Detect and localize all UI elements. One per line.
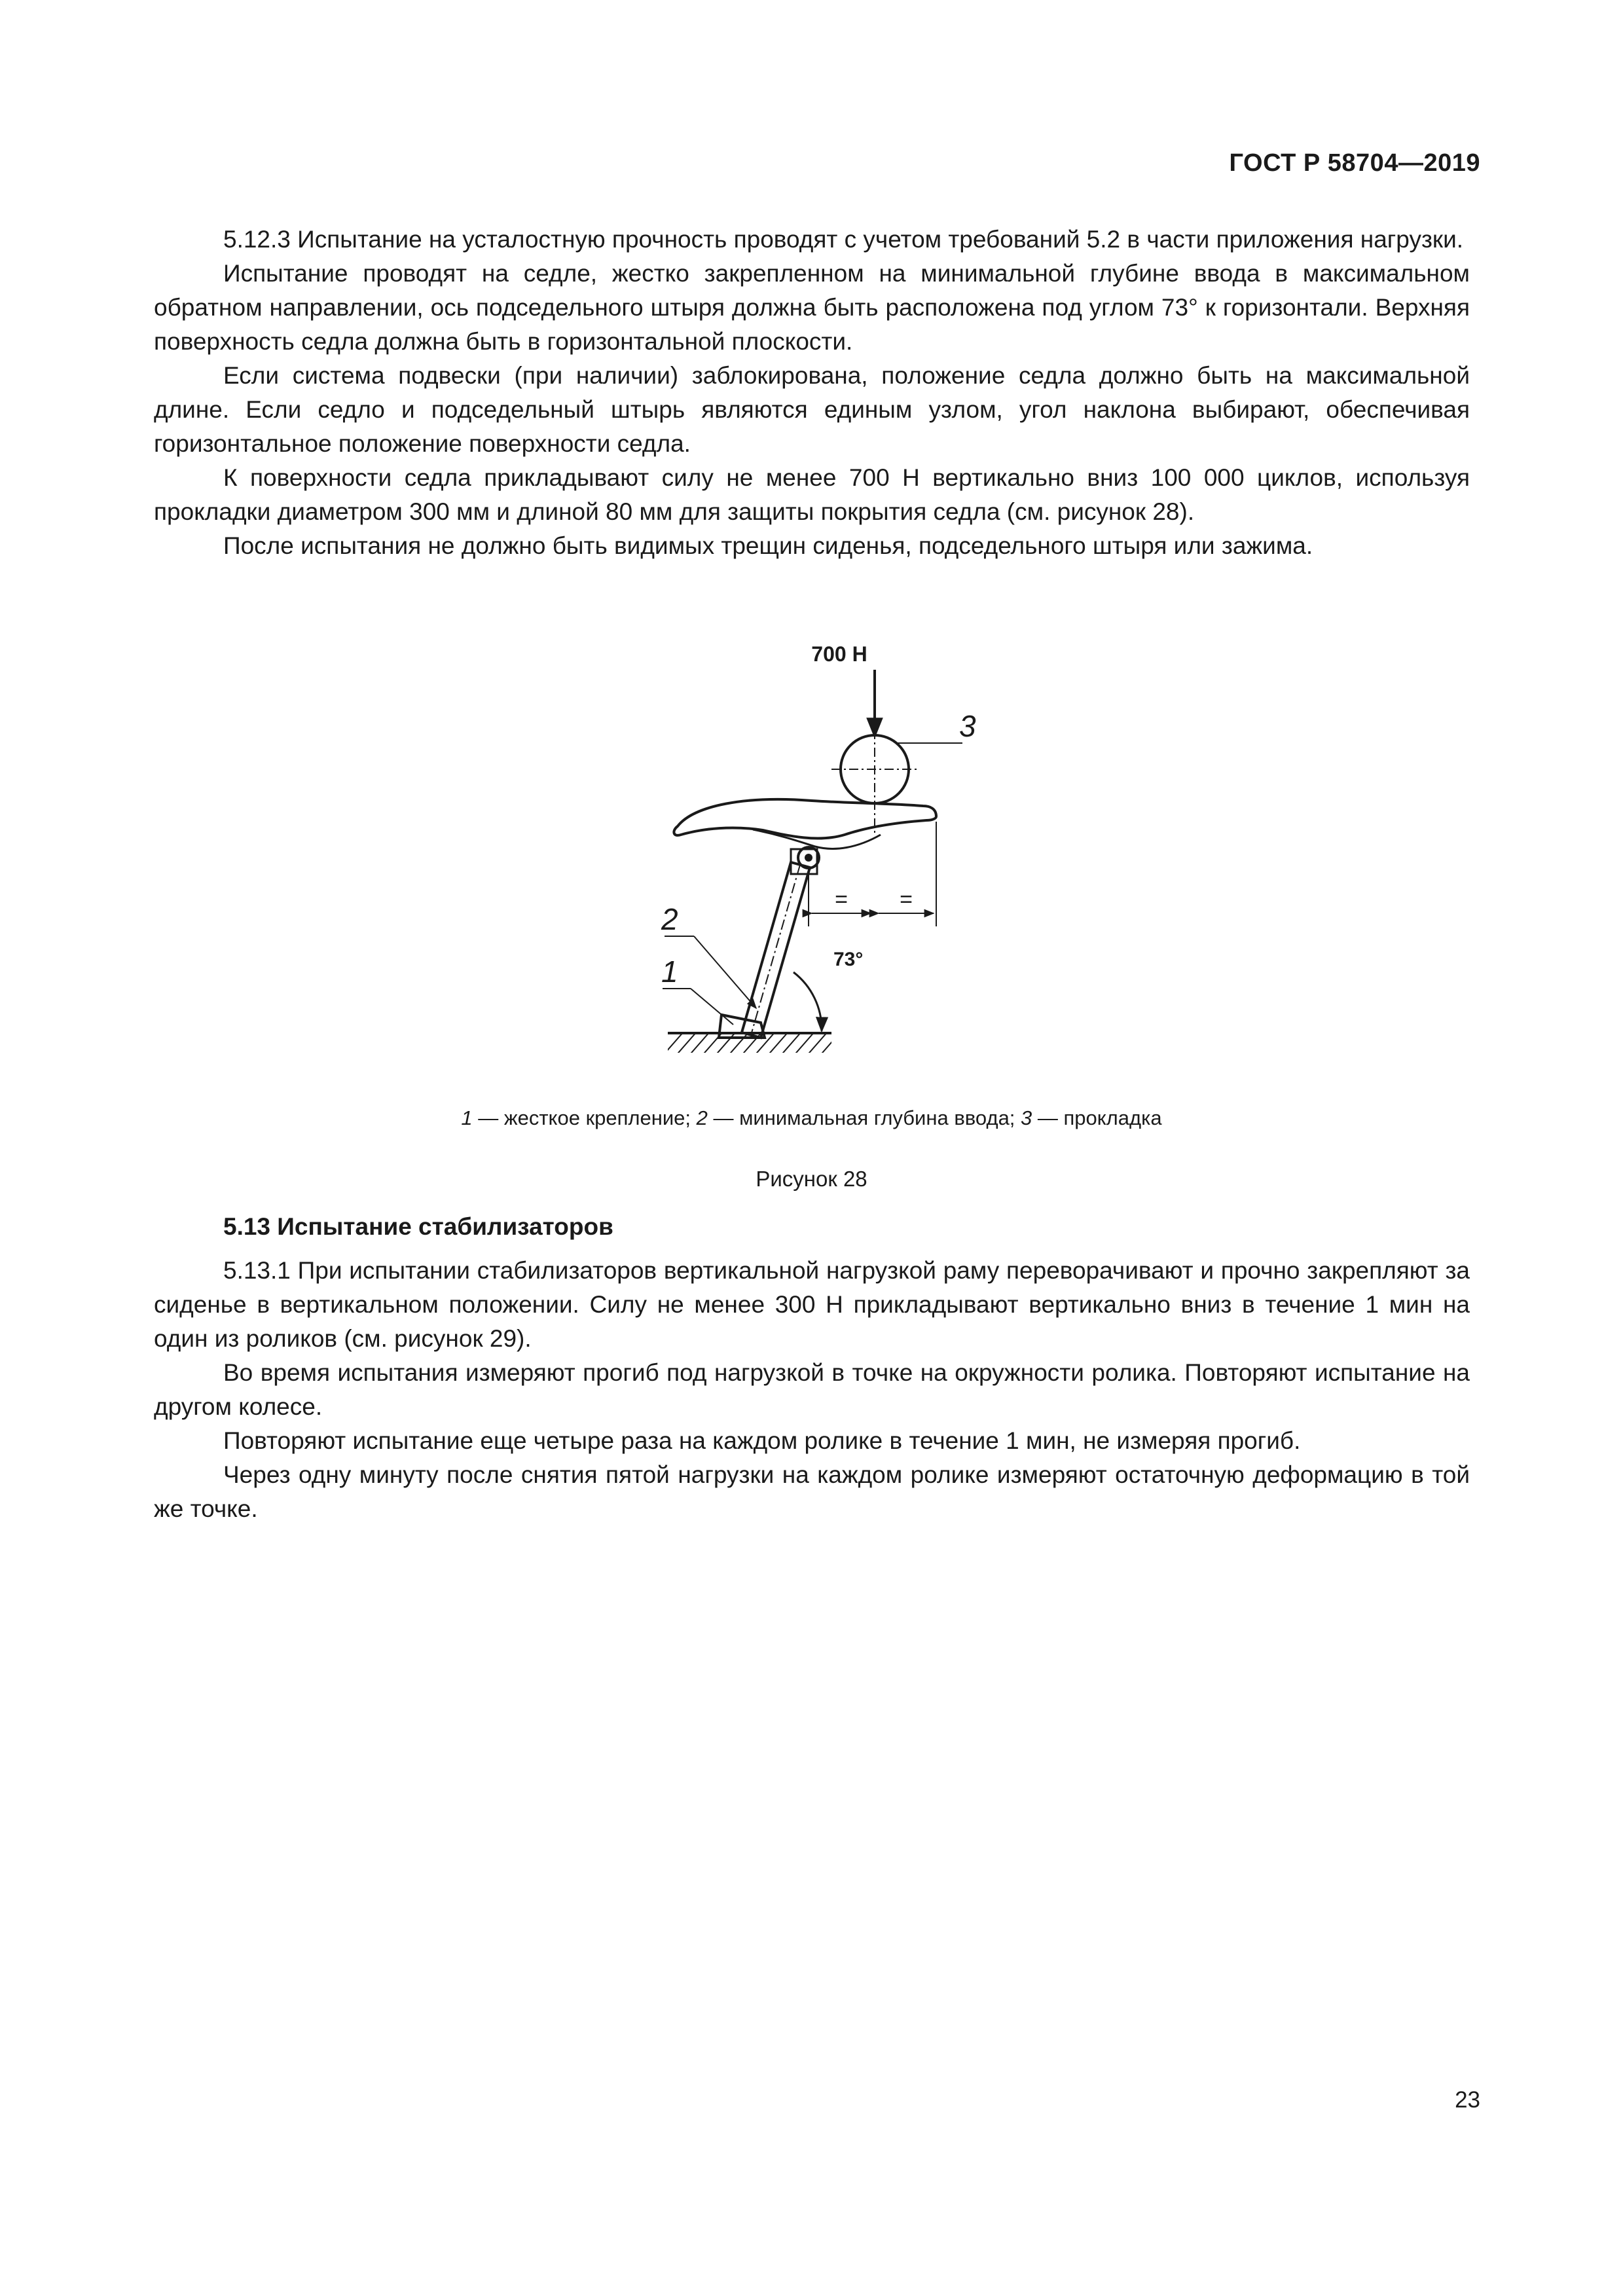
angle-label: 73° [833,949,864,970]
seat-post [742,862,810,1038]
paragraph: Через одну минуту после снятия пятой нагрузки на каждом ролике измеряют остаточную деформацию в той же точке. [154,1461,1470,1522]
force-label: 700 Н [811,642,867,666]
caption-text-2: — минимальная глубина ввода; [707,1106,1021,1129]
callout-3: 3 [959,709,976,743]
callout-1: 1 [661,955,678,989]
callout-1-leader [691,989,733,1025]
caption-num-3: 3 [1021,1106,1032,1129]
callout-2-leader [694,936,756,1008]
seat-post-axis [751,865,800,1035]
paragraph: К поверхности седла прикладывают силу не менее 700 Н вертикально вниз 100 000 циклов, используя прокладки диаметром 300 мм и длиной 80 мм для защиты покрытия седла (см. рисунок 28). [154,464,1470,525]
figure-title: Рисунок 28 [756,1167,867,1191]
paragraph: Во время испытания измеряют прогиб под нагрузкой в точке на окружности ролика. Повторяют испытание на другом колесе. [154,1359,1470,1420]
paragraph: 5.13.1 При испытании стабилизаторов вертикальной нагрузкой раму переворачивают и прочно закрепляют за сиденье в вертикальном положении. Силу не менее 300 Н прикладывают вертикально вниз в течение 1 мин на один из роликов (см. рисунок 29). [154,1257,1470,1352]
paragraph: Испытание проводят на седле, жестко закрепленном на минимальной глубине ввода в максимальном обратном направлении, ось подседельного штыря должна быть расположена под углом 73° к горизонтали. Верхняя поверхность седла должна быть в горизонтальной плоскости. [154,260,1470,355]
figure-caption [0,1106,1623,1130]
paragraph: Если система подвески (при наличии) заблокирована, положение седла должно быть на максимальной длине. Если седло и подседельный штырь являются единым узлом, угол наклона выбирают, обеспечивая горизонтальное положение поверхности седла. [154,362,1470,457]
clamp-block [791,849,817,874]
page-number: 23 [1455,2087,1480,2113]
clamp-bolt-center [805,854,812,862]
equal-mark-left: = [835,887,848,912]
caption-text-3: — прокладка [1032,1106,1162,1129]
paragraph: 5.12.3 Испытание на усталостную прочность проводят с учетом требований 5.2 в части приложения нагрузки. [223,226,1464,253]
saddle-test-diagram [648,638,989,1057]
caption-num-1: 1 [461,1106,473,1129]
section-heading-5-13: 5.13 Испытание стабилизаторов [223,1213,613,1240]
caption-num-2: 2 [696,1106,708,1129]
section-5-12-3-text [154,223,1470,563]
section-5-13-text [154,1254,1470,1526]
paragraph: После испытания не должно быть видимых трещин сиденья, подседельного штыря или зажима. [223,532,1313,559]
caption-text-1: — жесткое крепление; [472,1106,697,1129]
equal-mark-right: = [900,887,913,912]
callout-2: 2 [661,902,678,936]
saddle [674,799,936,839]
document-header: ГОСТ Р 58704—2019 [1229,149,1480,177]
paragraph: Повторяют испытание еще четыре раза на каждом ролике в течение 1 мин, не измеряя прогиб. [223,1427,1301,1454]
angle-arc [793,972,822,1031]
